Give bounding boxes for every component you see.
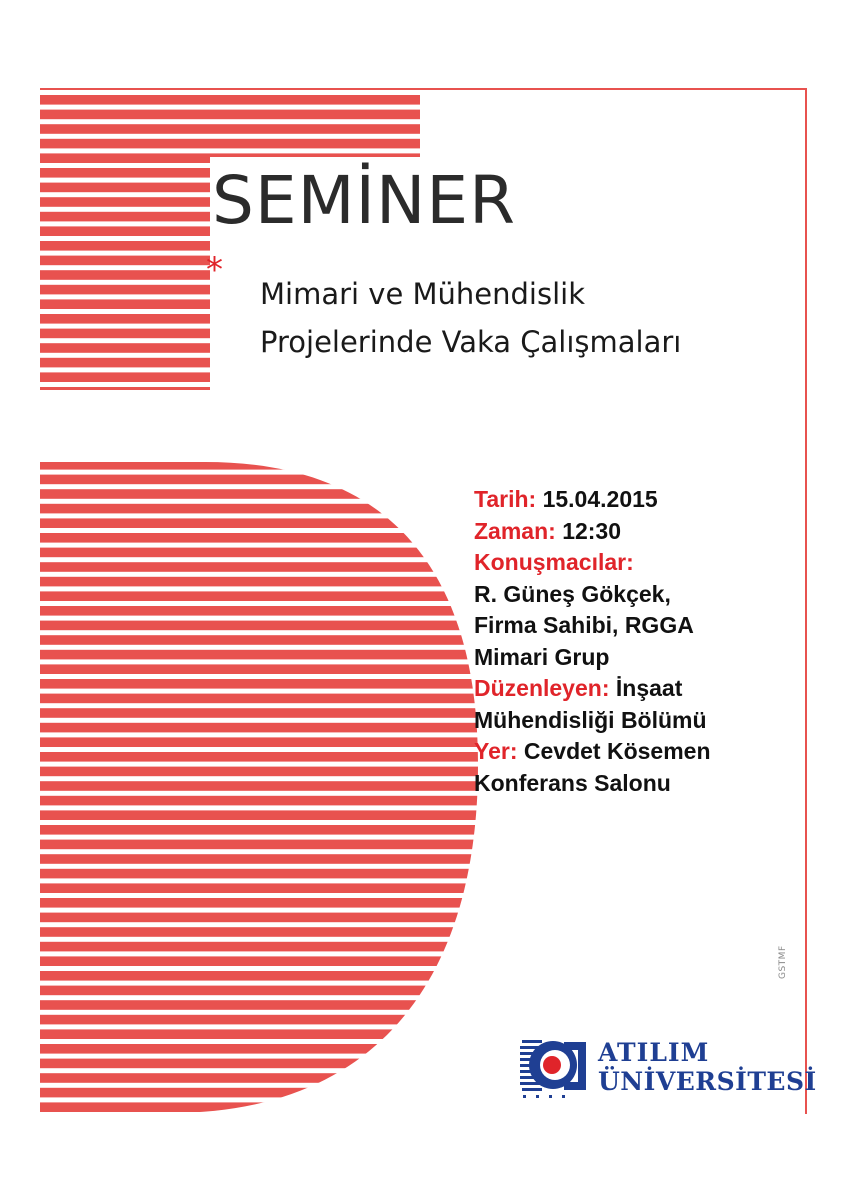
stripe-57 <box>40 927 480 937</box>
organizer-row <box>474 673 711 705</box>
venue-row <box>474 736 711 768</box>
stripe-36 <box>40 621 480 631</box>
stripe-27 <box>40 489 480 499</box>
logo-text-line-2: ÜNİVERSİTESİ <box>598 1067 817 1096</box>
stripe-67 <box>40 1073 480 1083</box>
stripe-49 <box>40 810 480 820</box>
stripe-11 <box>40 256 480 266</box>
seminar-title: SEMİNER <box>212 162 516 239</box>
stripe-15 <box>40 314 480 324</box>
stripe-3 <box>40 139 480 149</box>
stripe-32 <box>40 562 480 572</box>
stripe-37 <box>40 635 480 645</box>
stripe-22 <box>40 416 480 426</box>
stripe-44 <box>40 737 480 747</box>
date-value: 15.04.2015 <box>542 486 658 512</box>
time-label: Zaman: <box>474 517 556 544</box>
speaker-line-3: Mimari Grup <box>474 643 610 670</box>
time-row <box>474 516 711 548</box>
stripe-31 <box>40 548 480 558</box>
stripe-61 <box>40 986 480 996</box>
date-row <box>474 484 711 516</box>
seminar-topic-line-2: Projelerinde Vaka Çalışmaları <box>260 325 682 359</box>
stripe-56 <box>40 913 480 923</box>
stripe-34 <box>40 591 480 601</box>
stripe-66 <box>40 1059 480 1069</box>
stripe-19 <box>40 372 480 382</box>
stripe-53 <box>40 869 480 879</box>
speakers-label: Konuşmacılar: <box>474 549 634 575</box>
organizer-value-2: Mühendisliği Bölümü <box>474 706 707 733</box>
stripe-42 <box>40 708 480 718</box>
stripe-43 <box>40 723 480 733</box>
stripe-25 <box>40 460 480 470</box>
stripe-46 <box>40 767 480 777</box>
event-details <box>474 484 711 799</box>
stripe-2 <box>40 124 480 134</box>
stripe-68 <box>40 1088 480 1098</box>
time-value: 12:30 <box>562 517 622 544</box>
asterisk-mark: * <box>206 250 223 290</box>
stripe-51 <box>40 840 480 850</box>
organizer-label: Düzenleyen: <box>474 675 610 701</box>
speaker-line-2: Firma Sahibi, RGGA <box>474 612 694 638</box>
stripe-60 <box>40 971 480 981</box>
stripe-33 <box>40 577 480 587</box>
stripe-20 <box>40 387 480 397</box>
stripe-38 <box>40 650 480 660</box>
venue-value-1: Cevdet Kösemen <box>523 738 711 764</box>
stripe-28 <box>40 504 480 514</box>
logo-text-line-1: ATILIM <box>598 1038 710 1067</box>
stripe-69 <box>40 1102 480 1112</box>
date-label: Tarih: <box>474 486 537 512</box>
stripe-55 <box>40 898 480 908</box>
stripe-1 <box>40 110 480 120</box>
stripe-58 <box>40 942 480 952</box>
atilim-university-logo <box>520 1034 817 1104</box>
stripe-26 <box>40 475 480 485</box>
stripe-64 <box>40 1029 480 1039</box>
stripe-23 <box>40 431 480 441</box>
stripe-21 <box>40 402 480 412</box>
stripe-0 <box>40 95 480 105</box>
stripe-45 <box>40 752 480 762</box>
venue-label: Yer: <box>474 738 518 764</box>
stripe-24 <box>40 445 480 455</box>
stripe-39 <box>40 664 480 674</box>
stripe-54 <box>40 883 480 893</box>
stripe-29 <box>40 518 480 528</box>
stripe-62 <box>40 1000 480 1010</box>
stripe-65 <box>40 1044 480 1054</box>
stripe-35 <box>40 606 480 616</box>
atilim-emblem-icon <box>520 1034 592 1100</box>
stripe-63 <box>40 1015 480 1025</box>
stripe-48 <box>40 796 480 806</box>
stripe-50 <box>40 825 480 835</box>
stripe-52 <box>40 854 480 864</box>
stripe-30 <box>40 533 480 543</box>
stripe-40 <box>40 679 480 689</box>
seminar-topic-line-1: Mimari ve Mühendislik <box>260 277 586 311</box>
stripe-18 <box>40 358 480 368</box>
stripe-59 <box>40 956 480 966</box>
designer-watermark: GSTMF <box>778 945 788 979</box>
stripe-47 <box>40 781 480 791</box>
stripe-10 <box>40 241 480 251</box>
organizer-value-1: İnşaat <box>615 675 683 701</box>
speaker-line-1: R. Güneş Gökçek, <box>474 580 671 607</box>
venue-value-2: Konferans Salonu <box>474 769 671 796</box>
stripe-41 <box>40 694 480 704</box>
